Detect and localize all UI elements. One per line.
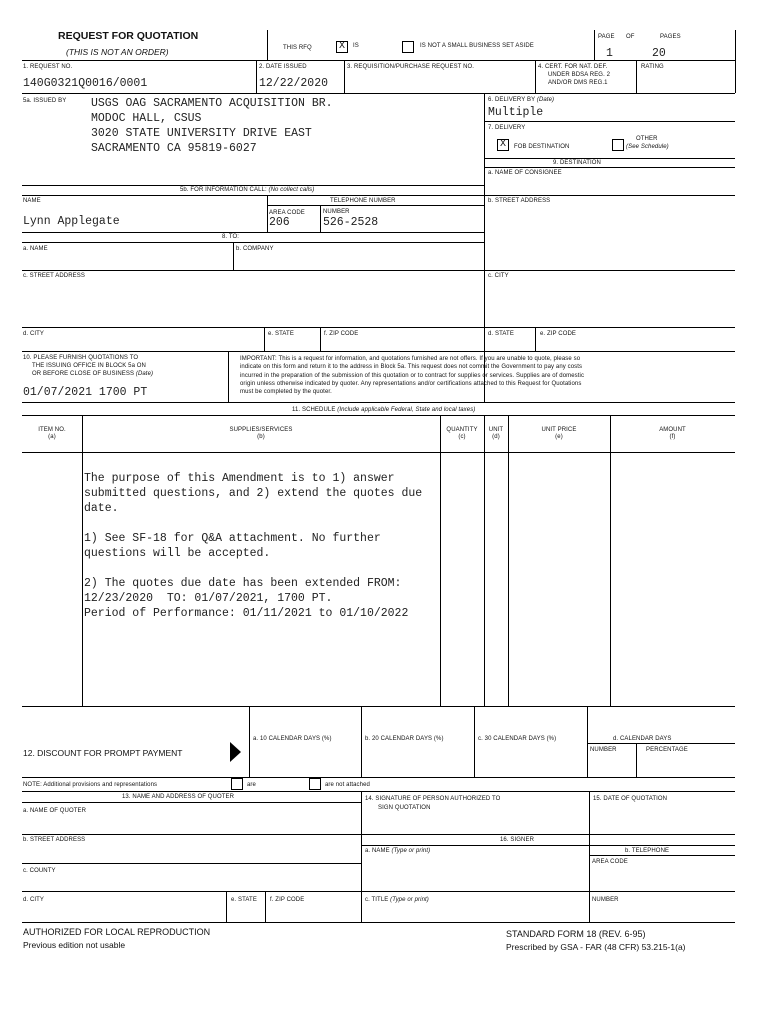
footer-prescribed-by: Prescribed by GSA - FAR (48 CFR) 53.215-1(a) — [506, 942, 686, 952]
schedule-line: questions will be accepted. — [84, 547, 271, 560]
important-line: indicate on this form and return it to the address in Block 5a. This request does not commit the Government to pay any costs — [240, 364, 583, 371]
consignee-street-label: b. STREET ADDRESS — [488, 198, 551, 204]
consignee-zip-label: e. ZIP CODE — [540, 331, 576, 337]
schedule-line — [84, 561, 422, 576]
signer-name-text: a. NAME — [365, 848, 390, 854]
signer-area-code-label: AREA CODE — [592, 859, 628, 865]
schedule-line: 12/23/2020 TO: 01/07/2021, 1700 PT. — [84, 592, 333, 605]
col-item-sub: (a) — [48, 433, 56, 440]
delivery-by-text: 6. DELIVERY BY — [488, 97, 536, 103]
discount-20-label: b. 20 CALENDAR DAYS (%) — [365, 736, 444, 742]
furnish-label-3-date: (Date) — [135, 371, 154, 377]
form-subtitle: (THIS IS NOT AN ORDER) — [66, 47, 169, 57]
page-label: PAGE — [598, 34, 615, 40]
schedule-description — [84, 456, 422, 636]
col-unit-title: UNIT — [488, 427, 504, 433]
rfq-label: THIS RFQ — [283, 45, 312, 51]
provisions-are-not-label: are not attached — [325, 782, 370, 788]
number-label: NUMBER — [323, 209, 350, 215]
discount-number-label: NUMBER — [590, 747, 617, 753]
footer-reproduction: AUTHORIZED FOR LOCAL REPRODUCTION — [23, 927, 211, 937]
quoter-name-label: a. NAME OF QUOTER — [23, 808, 87, 814]
date-issued-value: 12/22/2020 — [259, 77, 329, 90]
signature-label-1: 14. SIGNATURE OF PERSON AUTHORIZED TO — [365, 796, 501, 802]
quotation-due-value: 01/07/2021 1700 PT — [23, 386, 148, 399]
consignee-city-label: c. CITY — [488, 273, 509, 279]
signer-name-note: (Type or print) — [391, 848, 431, 854]
quotation-date-label: 15. DATE OF QUOTATION — [593, 796, 668, 802]
fob-destination-checkbox[interactable]: X — [497, 139, 509, 151]
contact-number-value: 526-2528 — [323, 216, 379, 229]
col-amount-sub: (f) — [669, 433, 676, 440]
quoter-state-label: e. STATE — [231, 897, 257, 903]
signature-label-2: SIGN QUOTATION — [378, 805, 431, 811]
pages-value: 20 — [652, 47, 666, 60]
telephone-label: TELEPHONE NUMBER — [330, 198, 396, 204]
col-price-header — [508, 427, 610, 441]
issued-by-line: USGS OAG SACRAMENTO ACQUISITION BR. — [91, 97, 333, 110]
signer-number-label: NUMBER — [592, 897, 619, 903]
furnish-label-3 — [32, 371, 153, 378]
rating-label: RATING — [641, 64, 664, 70]
request-no-value: 140G0321Q0016/0001 — [23, 77, 148, 90]
other-sub: (See Schedule) — [626, 144, 669, 150]
pages-label: PAGES — [660, 34, 681, 40]
col-amount-header — [610, 427, 735, 441]
cert-label-3: AND/OR DMS REG.1 — [548, 80, 608, 86]
quoter-zip-label: f. ZIP CODE — [270, 897, 305, 903]
form-title: REQUEST FOR QUOTATION — [58, 30, 199, 42]
col-price-sub: (e) — [555, 433, 563, 440]
issued-by-line: SACRAMENTO CA 95819-6027 — [91, 142, 257, 155]
issued-by-line: 3020 STATE UNIVERSITY DRIVE EAST — [91, 127, 312, 140]
delivery-by-value: Multiple — [488, 106, 544, 119]
requisition-label: 3. REQUISITION/PURCHASE REQUEST NO. — [347, 64, 475, 70]
col-qty-title: QUANTITY — [446, 427, 478, 433]
of-label: OF — [626, 34, 635, 40]
cert-label-1: 4. CERT. FOR NAT. DEF. — [538, 64, 608, 70]
area-code-label: AREA CODE — [269, 210, 305, 216]
info-call-note: (No collect calls) — [268, 187, 315, 193]
other-checkbox[interactable] — [612, 139, 624, 151]
to-company-label: b. COMPANY — [236, 246, 274, 252]
destination-label: 9. DESTINATION — [553, 160, 601, 166]
col-supplies-header — [82, 427, 440, 441]
date-issued-label: 2. DATE ISSUED — [259, 64, 307, 70]
schedule-line: 2) The quotes due date has been extended FROM: — [84, 577, 402, 590]
info-call-text: 5b. FOR INFORMATION CALL: — [180, 187, 267, 193]
col-item-title: ITEM NO. — [38, 427, 66, 433]
important-line: IMPORTANT: This is a request for information, and quotations furnished are not offers. If you are unable to quote, please so — [240, 356, 581, 362]
schedule-line: Period of Performance: 01/11/2021 to 01/10/2022 — [84, 607, 409, 620]
col-qty-header — [440, 427, 484, 441]
info-call-label — [180, 187, 314, 194]
furnish-label-3-text: OR BEFORE CLOSE OF BUSINESS — [32, 371, 135, 377]
contact-area-value: 206 — [269, 216, 290, 229]
page-value: 1 — [606, 47, 613, 60]
delivery-by-date: (Date) — [536, 97, 555, 103]
col-qty-sub: (c) — [458, 433, 466, 440]
provisions-are-checkbox[interactable] — [231, 778, 243, 790]
schedule-line: date. — [84, 502, 119, 515]
furnish-label-2: THE ISSUING OFFICE IN BLOCK 5a ON — [32, 363, 146, 369]
to-name-label: a. NAME — [23, 246, 48, 252]
to-state-label: e. STATE — [268, 331, 294, 337]
signer-name-label — [365, 848, 430, 855]
discount-10-label: a. 10 CALENDAR DAYS (%) — [253, 736, 332, 742]
footer-previous-edition: Previous edition not usable — [23, 940, 126, 950]
schedule-label — [292, 407, 475, 414]
to-zip-label: f. ZIP CODE — [324, 331, 359, 337]
important-line: origin unless otherwise indicated by quoter. Any representations and/or certifications attached to this Request for Quotations — [240, 380, 582, 387]
issued-by-label: 5a. ISSUED BY — [23, 98, 67, 104]
col-unit-sub: (d) — [492, 433, 500, 440]
cert-label-2: UNDER BDSA REG. 2 — [548, 72, 611, 78]
col-price-title: UNIT PRICE — [541, 427, 577, 433]
rfq-is-not-label: IS NOT A SMALL BUSINESS SET ASIDE — [420, 43, 534, 49]
issued-by-line: MODOC HALL, CSUS — [91, 112, 202, 125]
contact-name-label: NAME — [23, 198, 41, 204]
col-supplies-title: SUPPLIES/SERVICES — [229, 427, 293, 433]
quoter-city-label: d. CITY — [23, 897, 45, 903]
quoter-street-label: b. STREET ADDRESS — [23, 837, 86, 843]
footer-form-number: STANDARD FORM 18 (REV. 6-95) — [506, 929, 646, 939]
furnish-label-1: 10. PLEASE FURNISH QUOTATIONS TO — [23, 355, 139, 361]
signer-telephone-label: b. TELEPHONE — [625, 848, 670, 854]
signer-title-label — [365, 897, 429, 904]
schedule-line: The purpose of this Amendment is to 1) answer — [84, 472, 395, 485]
signer-title-text: c. TITLE — [365, 897, 389, 903]
contact-name-value: Lynn Applegate — [23, 215, 120, 228]
signer-title-note: (Type or print) — [390, 897, 429, 903]
delivery-label: 7. DELIVERY — [488, 125, 526, 131]
to-label: 8. TO: — [222, 234, 240, 240]
consignee-name-label: a. NAME OF CONSIGNEE — [488, 170, 562, 176]
delivery-by-label — [488, 97, 554, 104]
col-unit-header — [484, 427, 508, 441]
discount-percentage-label: PERCENTAGE — [646, 747, 688, 753]
to-street-label: c. STREET ADDRESS — [23, 273, 85, 279]
rfq-is-checkbox[interactable]: X — [336, 41, 348, 53]
schedule-label-note: (Include applicable Federal, State and local taxes) — [337, 407, 476, 413]
schedule-line — [84, 516, 422, 531]
col-supplies-sub: (b) — [257, 433, 265, 440]
schedule-line: submitted questions, and 2) extend the quotes due — [84, 487, 423, 500]
col-item-header — [22, 427, 82, 441]
signer-label: 16. SIGNER — [500, 837, 535, 843]
discount-label: 12. DISCOUNT FOR PROMPT PAYMENT — [23, 748, 183, 758]
schedule-line: 1) See SF-18 for Q&A attachment. No further — [84, 532, 381, 545]
quoter-county-label: c. COUNTY — [23, 868, 56, 874]
other-label: OTHER — [636, 136, 658, 142]
rfq-is-not-checkbox[interactable] — [402, 41, 414, 53]
discount-30-label: c. 30 CALENDAR DAYS (%) — [478, 736, 557, 742]
provisions-are-label: are — [247, 782, 256, 788]
request-no-label: 1. REQUEST NO. — [23, 64, 73, 70]
note-label: NOTE: Additional provisions and representations — [23, 782, 158, 788]
to-city-label: d. CITY — [23, 331, 45, 337]
important-line: must be completed by the quoter. — [240, 389, 332, 396]
schedule-label-text: 11. SCHEDULE — [292, 407, 336, 413]
consignee-state-label: d. STATE — [488, 331, 514, 337]
quoter-section-label: 13. NAME AND ADDRESS OF QUOTER — [122, 794, 235, 800]
col-amount-title: AMOUNT — [659, 427, 686, 433]
important-notice — [240, 355, 584, 396]
fob-destination-label: FOB DESTINATION — [514, 144, 570, 150]
provisions-are-not-checkbox[interactable] — [309, 778, 321, 790]
rfq-is-label: IS — [353, 43, 359, 49]
discount-days-label: d. CALENDAR DAYS — [613, 736, 672, 742]
arrow-right-icon — [230, 742, 241, 762]
issued-by-address — [91, 96, 333, 156]
important-line: incurred in the preparation of the submission of this quotation or to contract for supplies or services. Supplies are of domestic — [240, 372, 585, 379]
